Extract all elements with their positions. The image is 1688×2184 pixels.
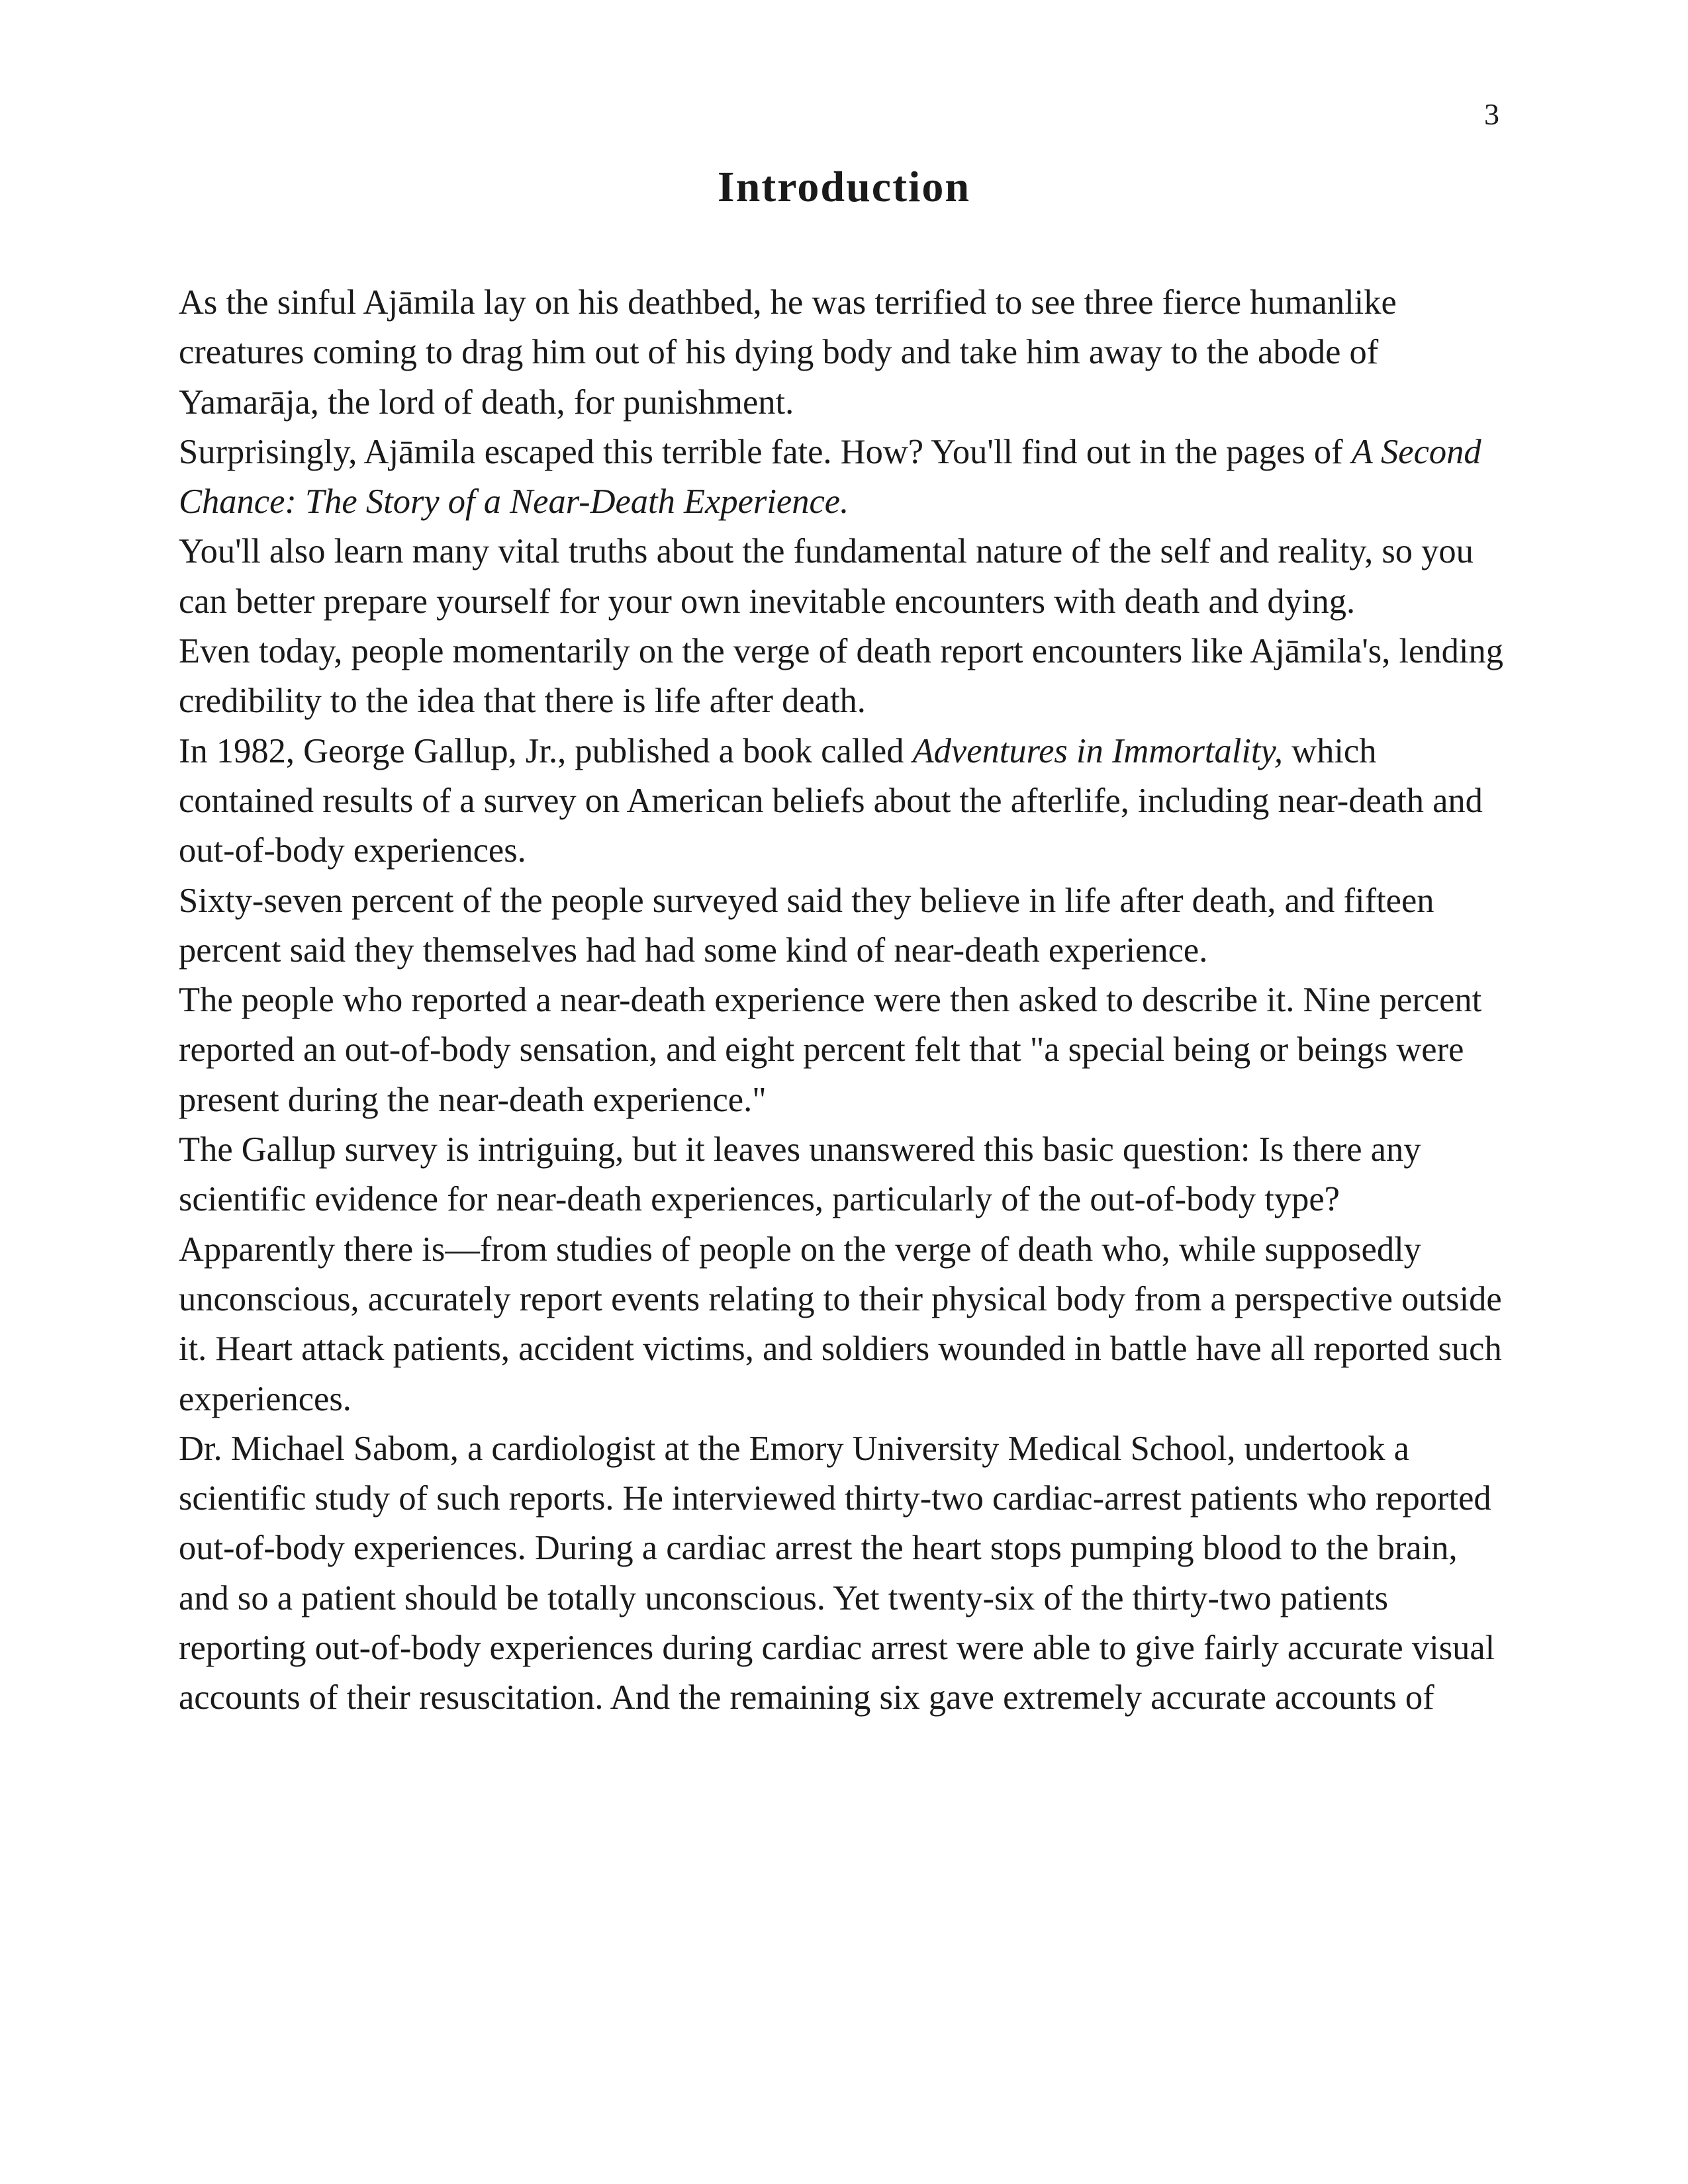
paragraph-text: In 1982, George Gallup, Jr., published a book called bbox=[179, 731, 904, 770]
paragraph: Dr. Michael Sabom, a cardiologist at the Emory University Medical School, undertook a scientific study of such reports. He interviewed thirty-two cardiac-arrest patients who reported out-of-body experiences. During a cardiac arrest the heart stops pumping blood to the brain, and so a patient should be totally unconscious. Yet twenty-six of the thirty-two patients reporting out-of-body experiences during cardiac arrest were able to give fairly accurate visual accounts of their resuscitation. And the remaining six gave extremely accurate accounts of bbox=[179, 1429, 1495, 1717]
book-title: A Second Chance: The Story of a Near-Death Experience. bbox=[179, 432, 1481, 522]
body-text bbox=[179, 278, 1509, 1723]
paragraph-text: Surprisingly, Ajāmila escaped this terrible fate. How? You'll find out in the pages of bbox=[179, 432, 1343, 471]
paragraph: The Gallup survey is intriguing, but it leaves unanswered this basic question: Is there any scientific evidence for near-death experiences, particularly of the out-of-body type? bbox=[179, 1130, 1421, 1219]
paragraph: You'll also learn many vital truths about the fundamental nature of the self and reality, so you can better prepare yourself for your own inevitable encounters with death and dying. bbox=[179, 532, 1474, 621]
paragraph: Apparently there is—from studies of people on the verge of death who, while supposedly unconscious, accurately report events relating to their physical body from a perspective outside it. Heart attack patients, accident victims, and soldiers wounded in battle have all reported such experiences. bbox=[179, 1230, 1502, 1418]
paragraph: The people who reported a near-death experience were then asked to describe it. Nine percent reported an out-of-body sensation, and eight percent felt that "a special being or beings were present during the near-death experience." bbox=[179, 981, 1482, 1119]
page-number: 3 bbox=[1484, 97, 1499, 131]
paragraph-text: which contained results of a survey on American beliefs about the afterlife, including near-death and out-of-body experiences. bbox=[179, 731, 1483, 870]
page-title: Introduction bbox=[717, 163, 971, 211]
paragraph: Even today, people momentarily on the verge of death report encounters like Ajāmila's, lending credibility to the idea that there is life after death. bbox=[179, 632, 1503, 721]
paragraph: Sixty-seven percent of the people surveyed said they believe in life after death, and fifteen percent said they themselves had had some kind of near-death experience. bbox=[179, 881, 1434, 970]
paragraph bbox=[179, 727, 1509, 876]
paragraph bbox=[179, 428, 1509, 527]
paragraph: As the sinful Ajāmila lay on his deathbed, he was terrified to see three fierce humanlike creatures coming to drag him out of his dying body and take him away to the abode of Yamarāja, the lord of death, for punishment. bbox=[179, 283, 1397, 422]
book-title: Adventures in Immortality, bbox=[912, 731, 1284, 770]
